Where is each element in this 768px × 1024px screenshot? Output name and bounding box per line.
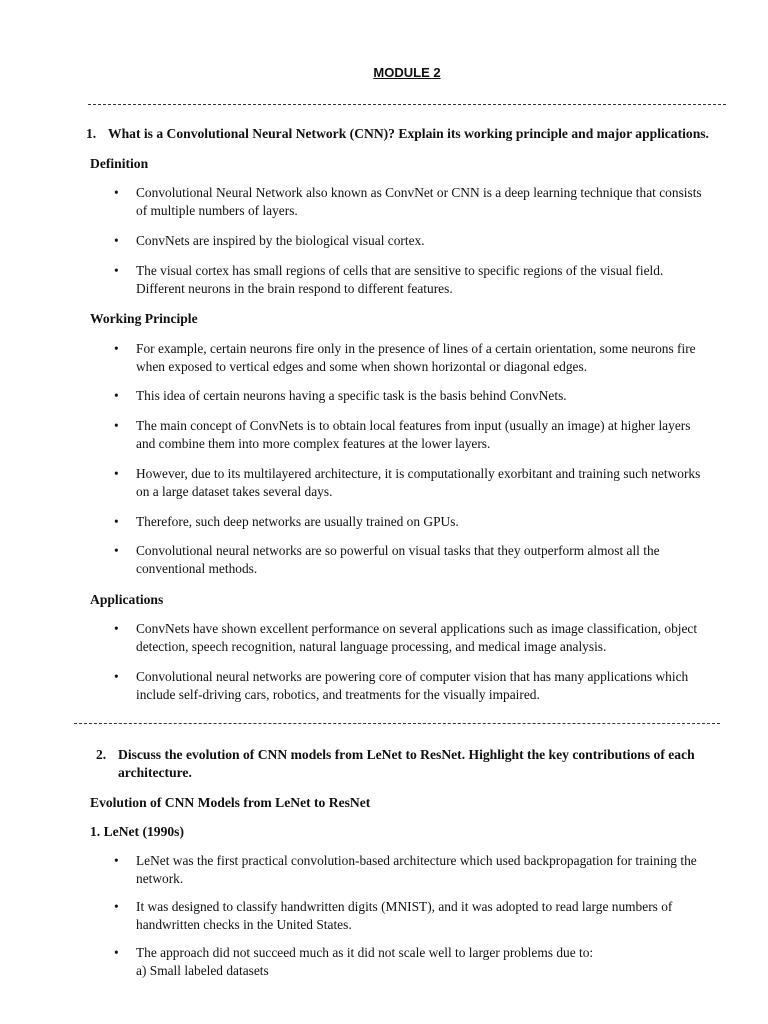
definition-bullet-2 <box>136 232 736 250</box>
lenet-bullet-1 <box>136 852 736 888</box>
working-bullet-1-line-1: • For example, certain neurons fire only in the presence of lines of a certain orientation, some neurons fire <box>136 341 696 356</box>
question-1-number: 1. <box>86 126 97 141</box>
evolution-heading: Evolution of CNN Models from LeNet to ResNet <box>90 795 371 810</box>
lenet-heading: 1. LeNet (1990s) <box>90 824 185 839</box>
definition-heading: Definition <box>90 156 149 171</box>
lenet-bullet-3-line-2: a) Small labeled datasets <box>136 963 269 978</box>
lenet-bullet-3-line-1: • The approach did not succeed much as it did not scale well to larger problems due to: <box>136 945 594 960</box>
working-bullet-3 <box>136 417 736 453</box>
working-bullet-1 <box>136 340 736 376</box>
definition-bullet-1 <box>136 184 736 220</box>
working-bullet-4-line-1: • However, due to its multilayered architecture, it is computationally exorbitant and training such networks <box>136 466 701 481</box>
question-2-line-2: architecture. <box>118 765 192 780</box>
divider-middle <box>74 723 720 725</box>
working-bullet-6-line-1: • Convolutional neural networks are so powerful on visual tasks that they outperform almost all the <box>136 543 660 558</box>
applications-bullet-1-line-2: detection, speech recognition, natural language processing, and medical image analysis. <box>136 639 607 654</box>
definition-bullet-3-line-2: Different neurons in the brain respond to different features. <box>136 281 453 296</box>
working-bullet-5-line-1: • Therefore, such deep networks are usually trained on GPUs. <box>136 514 459 529</box>
module-title: MODULE 2 <box>373 65 441 80</box>
working-bullet-1-line-2: when exposed to vertical edges and some when shown horizontal or diagonal edges. <box>136 359 588 374</box>
divider-top <box>88 104 726 106</box>
working-bullet-3-line-1: • The main concept of ConvNets is to obtain local features from input (usually an image) at higher layers <box>136 418 691 433</box>
working-bullet-2-line-1: • This idea of certain neurons having a specific task is the basis behind ConvNets. <box>136 388 567 403</box>
definition-bullet-2-line-1: • ConvNets are inspired by the biological visual cortex. <box>136 233 425 248</box>
working-bullet-6-line-2: conventional methods. <box>136 561 258 576</box>
definition-bullet-3 <box>136 262 736 298</box>
working-principle-heading: Working Principle <box>90 311 198 326</box>
working-bullet-5 <box>136 513 736 531</box>
lenet-bullet-2-line-1: • It was designed to classify handwritten digits (MNIST), and it was adopted to read large numbers of <box>136 899 673 914</box>
working-bullet-6 <box>136 542 736 578</box>
lenet-bullet-2-line-2: handwritten checks in the United States. <box>136 917 352 932</box>
definition-bullet-1-line-2: of multiple numbers of layers. <box>136 203 298 218</box>
definition-bullet-3-line-1: • The visual cortex has small regions of cells that are sensitive to specific regions of the visual field. <box>136 263 664 278</box>
working-bullet-4 <box>136 465 736 501</box>
lenet-bullet-1-line-2: network. <box>136 871 184 886</box>
working-bullet-2 <box>136 387 736 405</box>
question-2-text <box>118 746 695 782</box>
applications-bullet-1-line-1: • ConvNets have shown excellent performance on several applications such as image classification, object <box>136 621 698 636</box>
applications-bullet-1 <box>136 620 736 656</box>
applications-bullet-2-line-1: • Convolutional neural networks are powering core of computer vision that has many applications which <box>136 669 689 684</box>
question-2-line-1: Discuss the evolution of CNN models from LeNet to ResNet. Highlight the key contributions of each <box>118 747 695 762</box>
applications-bullet-2 <box>136 668 736 704</box>
lenet-bullet-3 <box>136 944 736 980</box>
question-1-text: What is a Convolutional Neural Network (CNN)? Explain its working principle and major applications. <box>108 126 709 141</box>
definition-bullet-1-line-1: • Convolutional Neural Network also known as ConvNet or CNN is a deep learning technique that consists <box>136 185 702 200</box>
lenet-bullet-2 <box>136 898 736 934</box>
applications-heading: Applications <box>90 592 164 607</box>
applications-bullet-2-line-2: include self-driving cars, robotics, and treatments for the visually impaired. <box>136 687 540 702</box>
working-bullet-4-line-2: on a large dataset takes several days. <box>136 484 333 499</box>
working-bullet-3-line-2: and combine them into more complex features at the lower layers. <box>136 436 491 451</box>
question-2-number: 2. <box>96 747 107 762</box>
lenet-bullet-1-line-1: • LeNet was the first practical convolution-based architecture which used backpropagation for training the <box>136 853 697 868</box>
